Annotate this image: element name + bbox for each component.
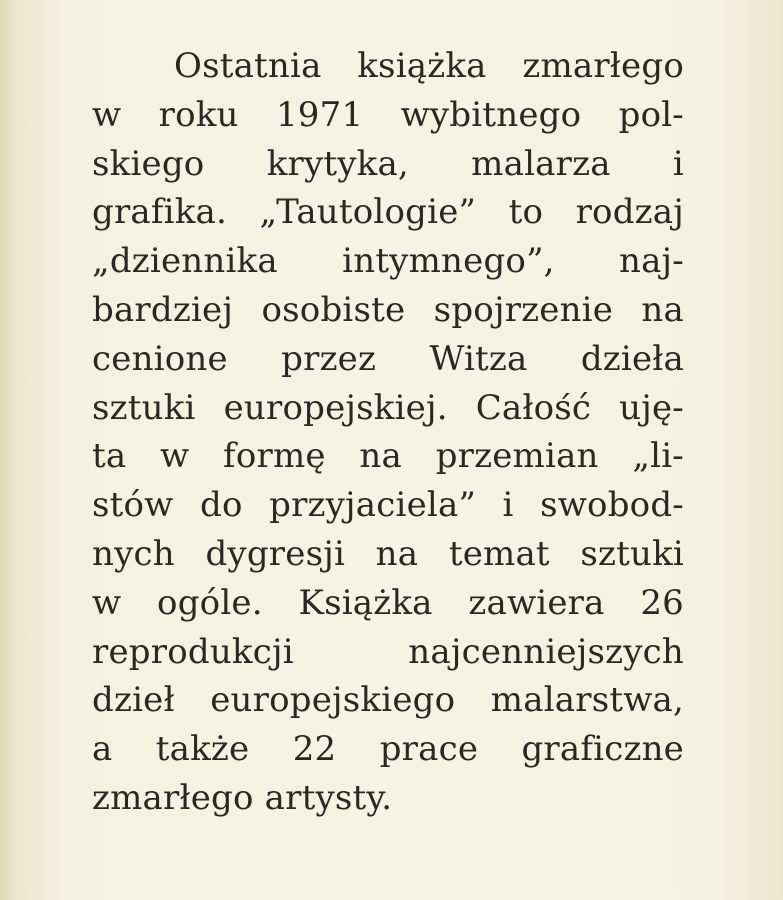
text-line: nych dygresji na temat sztuki <box>92 533 684 574</box>
text-line: a także 22 prace graficzne <box>92 729 684 770</box>
text-line: sztuki europejskiej. Całość uję- <box>92 387 684 428</box>
text-line: grafika. „Tautologie” to rodzaj <box>92 192 684 233</box>
text-line: w ogóle. Książka zawiera 26 <box>92 582 684 623</box>
text-line: „dziennika intymnego”, naj- <box>92 241 684 282</box>
text-line: w roku 1971 wybitnego pol- <box>92 94 684 135</box>
text-line: stów do przyjaciela” i swobod- <box>92 485 684 526</box>
book-description-paragraph <box>92 42 684 823</box>
text-line: skiego krytyka, malarza i <box>92 143 684 184</box>
text-line: cenione przez Witza dzieła <box>92 338 684 379</box>
text-line: dzieł europejskiego malarstwa, <box>92 680 684 721</box>
text-line: bardziej osobiste spojrzenie na <box>92 289 684 330</box>
text-line: zmarłego artysty. <box>92 777 393 818</box>
text-line: reprodukcji najcenniejszych <box>92 631 684 672</box>
text-line: Ostatnia książka zmarłego <box>174 46 684 86</box>
page-edge-shadow <box>0 0 18 900</box>
text-line: ta w formę na przemian „li- <box>92 436 684 477</box>
